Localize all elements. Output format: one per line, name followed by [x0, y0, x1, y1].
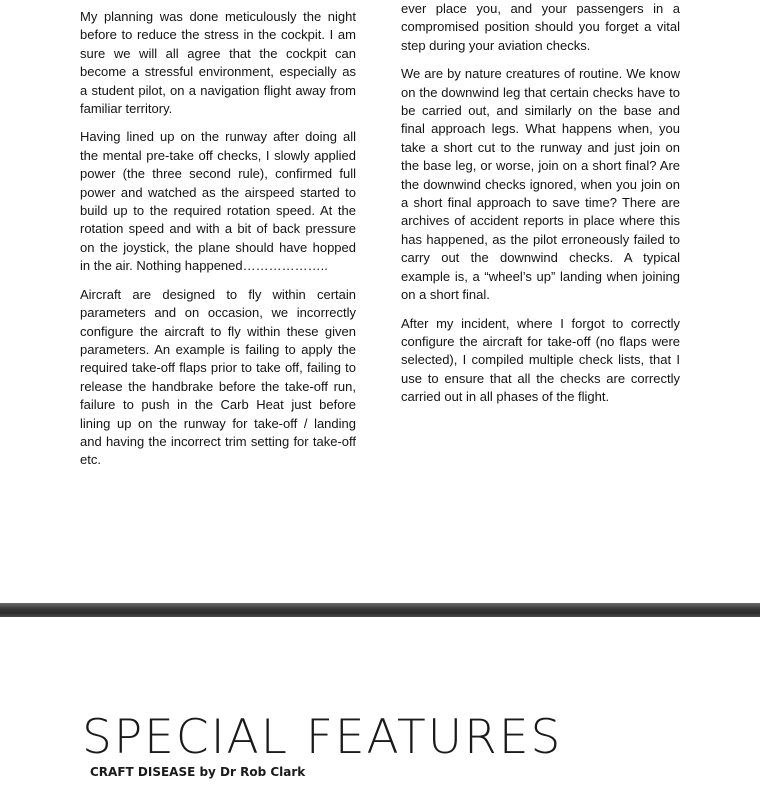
article-paragraph: ever place you, and your passengers in a compromised position should you forget a vital step during your aviation checks. [401, 1, 680, 53]
article-paragraph: After my incident, where I forgot to correctly configure the aircraft for take-off (no flaps were selected), I compiled multiple check lists, that I use to ensure that all the checks are correctly carried out in all phases of the flight. [401, 315, 680, 405]
article-left-column [80, 8, 356, 480]
article-paragraph: Having lined up on the runway after doing all the mental pre-take off checks, I slowly applied power (the three second rule), confirmed full power and watched as the airspeed started to build up to the required rotation speed. At the rotation speed and with a bit of back pressure on the joystick, the plane should have hopped in the air. Nothing happened……………….. [80, 129, 356, 274]
article-paragraph: Aircraft are designed to fly within certain parameters and on occasion, we incorrectly configure the aircraft to fly within these given parameters. An example is failing to apply the required take-off flaps prior to take off, failing to release the handbrake before the take-off run, failure to push in the Carb Heat just before lining up on the runway for take-off / landing and having the incorrect trim setting for take-off etc. [80, 286, 356, 468]
article-right-column [401, 0, 680, 417]
page-divider [0, 603, 760, 617]
article-byline: CRAFT DISEASE by Dr Rob Clark [90, 765, 306, 779]
next-page [0, 617, 760, 792]
article-paragraph: We are by nature creatures of routine. We know on the downwind leg that certain checks have to be carried out, and similarly on the base and final approach legs. What happens when, you take a short cut to the runway and just join on the base leg, or worse, join on a short final? Are the downwind checks ignored, when you join on a short final approach to save time? There are archives of accident reports in place where this has happened, as the pilot erroneously failed to carry out the downwind checks. A typical example is, a “wheel’s up” landing when joining on a short final. [401, 66, 680, 303]
section-title: SPECIAL FEATURES [82, 710, 563, 765]
article-paragraph: My planning was done meticulously the night before to reduce the stress in the cockpit. I am sure we will all agree that the cockpit can become a stressful environment, especially as a student pilot, on a navigation flight away from familiar territory. [80, 9, 356, 117]
